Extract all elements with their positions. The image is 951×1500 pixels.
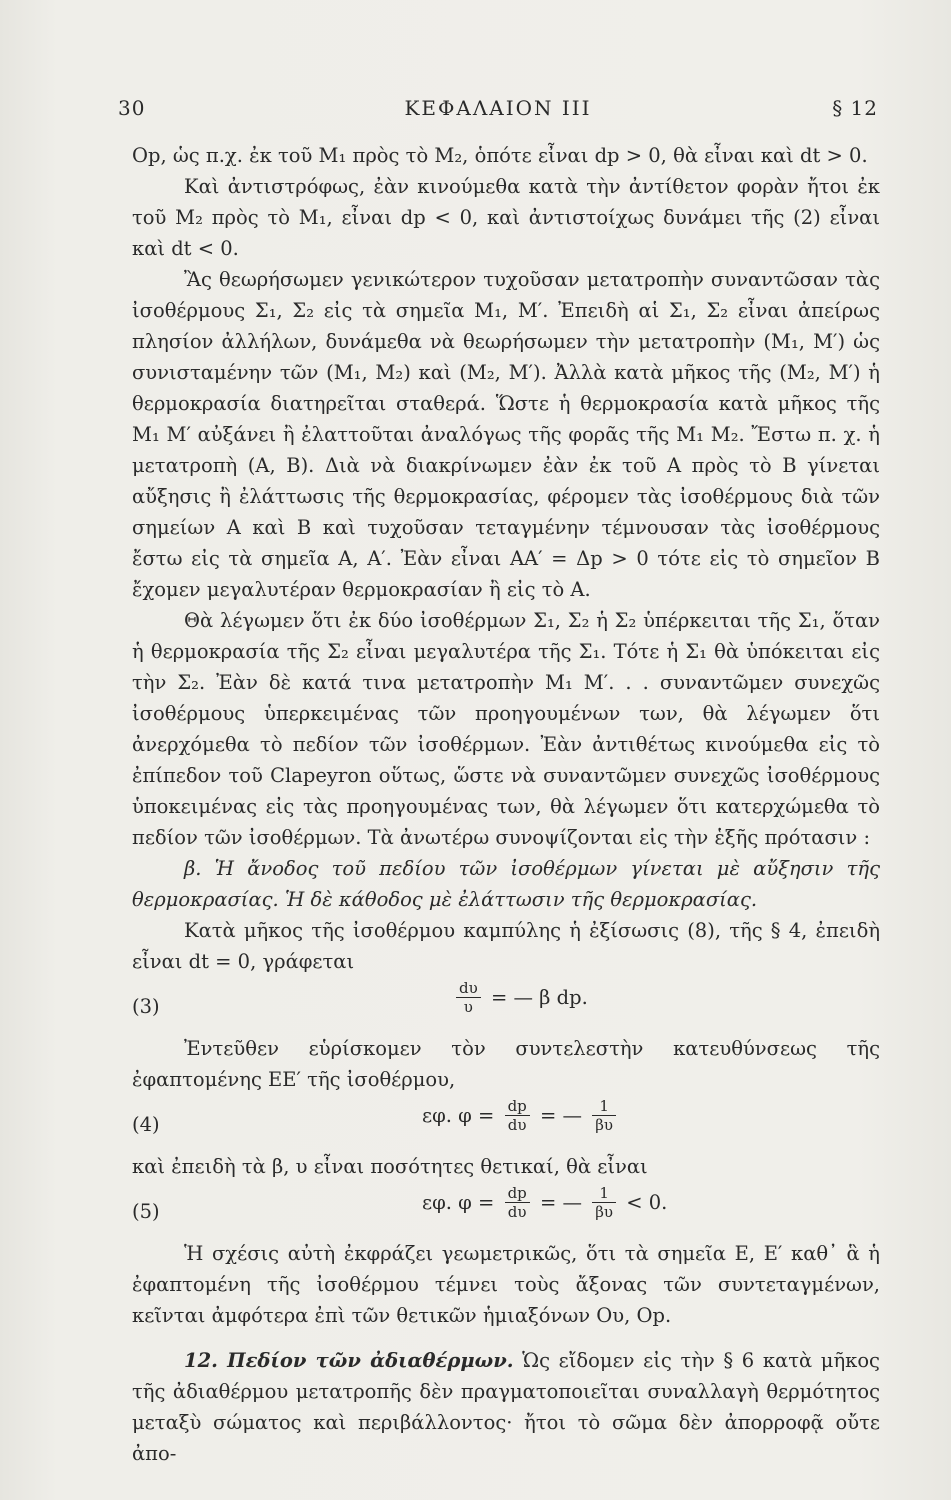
paragraph: Ἂς θεωρήσωμεν γενικώτερον τυχοῦσαν μετατροπὴν συναντῶσαν τὰς ἰσοθέρμους Σ₁, Σ₂ εἰς τὰ σημεῖα M₁, M′. Ἐπειδὴ αἱ Σ₁, Σ₂ εἶναι ἀπείρως πλησίον ἀλλήλων, δυνάμεθα νὰ θεωρήσωμεν τὴν μετατροπὴν (M₁, M′) ὡς συνισταμένην τῶν (M₁, M₂) καὶ (M₂, M′). Ἀλλὰ κατὰ μῆκος τῆς (M₂, M′) ἡ θερμοκρασία διατηρεῖται σταθερά. Ὥστε ἡ θερμοκρασία κατὰ μῆκος τῆς M₁ M′ αὐξάνει ἢ ἐλαττοῦται ἀναλόγως τῆς φορᾶς τῆς M₁ M₂. Ἔστω π. χ. ἡ μετατροπὴ (A, B). Διὰ νὰ διακρίνωμεν ἐὰν ἐκ τοῦ A πρὸς τὸ B γίνεται αὔξησις ἢ ἐλάττωσις τῆς θερμοκρασίας, φέρομεν τὰς ἰσοθέρμους διὰ τῶν σημείων A καὶ B καὶ τυχοῦσαν τεταγμένην τέμνουσαν τὰς ἰσοθέρμους ἔστω εἰς τὰ σημεῖα A, A′. Ἐὰν εἶναι AA′ = Δp > 0 τότε εἰς τὸ σημεῖον B ἔχομεν μεγαλυτέραν θερμοκρασίαν ἢ εἰς τὸ A.	[132, 268, 880, 601]
equation-lhs: εφ. φ =	[422, 1104, 495, 1127]
equation-rest: < 0.	[626, 1191, 668, 1214]
equation-expression	[422, 1184, 667, 1221]
paragraph: Op, ὡς π.χ. ἐκ τοῦ M₁ πρὸς τὸ M₂, ὁπότε εἶναι dp > 0, θὰ εἶναι καὶ dt > 0.	[132, 144, 868, 167]
denominator: βυ	[595, 1203, 614, 1221]
paragraph: Ἐντεῦθεν εὑρίσκομεν τὸν συντελεστὴν κατευθύνσεως τῆς ἐφαπτομένης EE′ τῆς ἰσοθέρμου,	[132, 1037, 880, 1091]
denominator: υ	[463, 998, 473, 1016]
paragraph: Ἡ σχέσις αὐτὴ ἐκφράζει γεωμετρικῶς, ὅτι τὰ σημεῖα E, E′ καθ᾽ ἃ ἡ ἐφαπτομένη τῆς ἰσοθέρμου τέμνει τοὺς ἄξονας τῶν συντεταγμένων, κεῖνται ἀμφότερα ἐπὶ τῶν θετικῶν ἡμιαξόνων Oυ, Op.	[132, 1242, 880, 1327]
equation-lhs: εφ. φ =	[422, 1191, 495, 1214]
equation-number: (4)	[132, 1113, 160, 1136]
fraction	[505, 1184, 530, 1221]
proposition: β. Ἡ ἄνοδος τοῦ πεδίου τῶν ἰσοθέρμων γίνεται μὲ αὔξησιν τῆς θερμοκρασίας. Ἡ δὲ κάθοδος μὲ ἐλάττωσιν τῆς θερμοκρασίας.	[132, 857, 880, 911]
page-body	[132, 140, 880, 1469]
equation-mid: = —	[539, 1104, 583, 1127]
paragraph: καὶ ἐπειδὴ τὰ β, υ εἶναι ποσότητες θετικαί, θὰ εἶναι	[132, 1155, 648, 1178]
equation-3	[132, 979, 880, 1029]
equation-mid: = —	[539, 1191, 583, 1214]
numerator: dυ	[456, 979, 481, 998]
numerator: dp	[505, 1097, 530, 1116]
running-header	[118, 96, 878, 126]
paragraph: Καὶ ἀντιστρόφως, ἐὰν κινούμεθα κατὰ τὴν ἀντίθετον φορὰν ἤτοι ἐκ τοῦ M₂ πρὸς τὸ M₁, εἶναι dp < 0, καὶ ἀντιστοίχως δυνάμει τῆς (2) εἶναι καὶ dt < 0.	[132, 175, 880, 260]
denominator: βυ	[595, 1116, 614, 1134]
section-heading: 12. Πεδίον τῶν ἀδιαθέρμων.	[184, 1349, 514, 1372]
fraction	[592, 1184, 616, 1221]
numerator: 1	[592, 1097, 616, 1116]
paragraph: Θὰ λέγωμεν ὅτι ἐκ δύο ἰσοθέρμων Σ₁, Σ₂ ἡ Σ₂ ὑπέρκειται τῆς Σ₁, ὅταν ἡ θερμοκρασία τῆς Σ₂ εἶναι μεγαλυτέρα τῆς Σ₁. Τότε ἡ Σ₁ θὰ ὑπόκειται εἰς τὴν Σ₂. Ἐὰν δὲ κατά τινα μετατροπὴν M₁ M′. . . συναντῶμεν συνεχῶς ἰσοθέρμους ὑπερκειμένας τῶν προηγουμένων των, θὰ λέγωμεν ὅτι ἀνερχόμεθα τὸ πεδίον τῶν ἰσοθέρμων. Ἐὰν ἀντιθέτως κινούμεθα εἰς τὸ ἐπίπεδον τοῦ Clapeyron οὕτως, ὥστε νὰ συναντῶμεν συνεχῶς ἰσοθέρμους ὑποκειμένας εἰς τὰς προηγουμένας των, θὰ λέγωμεν ὅτι κατερχώμεθα τὸ πεδίον τῶν ἰσοθέρμων. Τὰ ἀνωτέρω συνοψίζονται εἰς τὴν ἑξῆς πρότασιν :	[132, 609, 880, 849]
fraction	[456, 979, 481, 1016]
equation-number: (3)	[132, 995, 160, 1018]
fraction	[505, 1097, 530, 1134]
numerator: 1	[592, 1184, 616, 1203]
section-paragraph	[132, 1345, 880, 1469]
section-text: Ὡς εἴδομεν εἰς τὴν § 6 κατὰ μῆκος τῆς ἀδιαθέρμου μετατροπῆς δὲν πραγματοποιεῖται συναλλαγὴ θερμότητος μεταξὺ σώματος καὶ περιβάλλοντος· ἤτοι τὸ σῶμα δὲν ἀπορροφᾷ οὔτε ἀπο-	[132, 1349, 880, 1465]
denominator: dυ	[507, 1203, 527, 1221]
equation-4	[132, 1097, 880, 1147]
page-number: 30	[118, 96, 146, 120]
section-mark: § 12	[832, 96, 878, 120]
fraction	[592, 1097, 616, 1134]
denominator: dυ	[507, 1116, 527, 1134]
paragraph: Κατὰ μῆκος τῆς ἰσοθέρμου καμπύλης ἡ ἐξίσωσις (8), τῆς § 4, ἐπειδὴ εἶναι dt = 0, γράφεται	[132, 919, 880, 973]
equation-rest: = — β dp.	[490, 986, 588, 1009]
chapter-title: ΚΕΦΑΛΑΙΟΝ III	[404, 96, 592, 120]
equation-5	[132, 1184, 880, 1234]
equation-number: (5)	[132, 1200, 160, 1223]
equation-expression	[422, 1097, 620, 1134]
equation-expression	[452, 979, 588, 1016]
numerator: dp	[505, 1184, 530, 1203]
